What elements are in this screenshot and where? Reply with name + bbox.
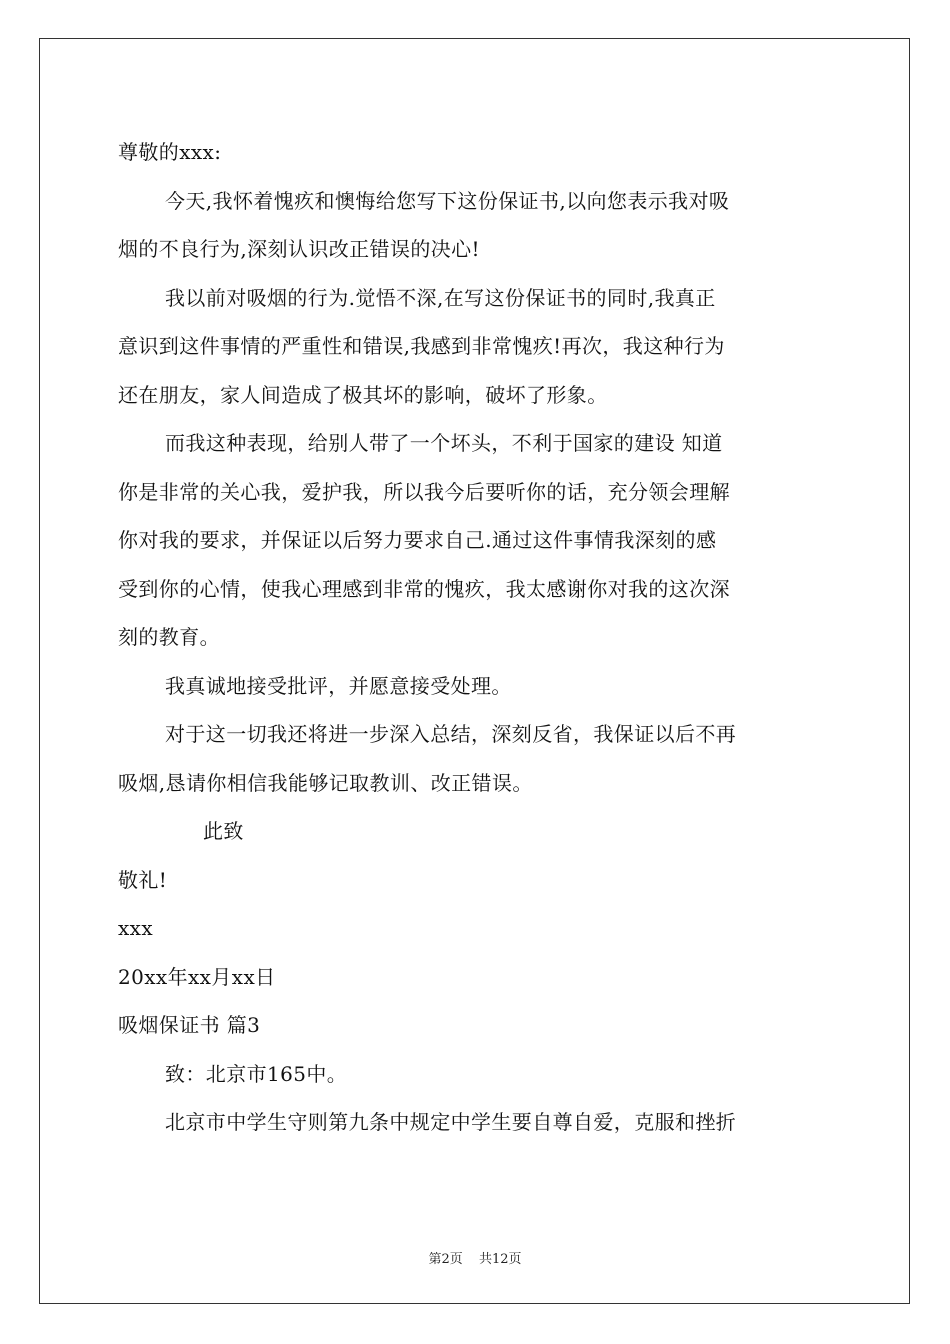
text-line: 意识到这件事情的严重性和错误,我感到非常愧疚!再次，我这种行为 [118,334,725,358]
text-line: 敬礼! [118,867,168,892]
text-line: 我真诚地接受批评，并愿意接受处理。 [165,673,512,698]
page-total: 共12页 [478,1252,522,1267]
text-line: 尊敬的xxx: [118,140,222,164]
text-line: 受到你的心情，使我心理感到非常的愧疚，我太感谢你对我的这次深 [118,576,730,601]
text-line: 对于这一切我还将进一步深入总结，深刻反省，我保证以后不再 [165,722,737,746]
text-line: 我以前对吸烟的行为.觉悟不深,在写这份保证书的同时,我真正 [165,285,716,310]
text-line: 你对我的要求，并保证以后努力要求自己.通过这件事情我深刻的感 [118,528,717,552]
text-line: 你是非常的关心我，爱护我，所以我今后要听你的话，充分领会理解 [118,479,730,504]
text-line: 致：北京市165中。 [165,1061,348,1086]
text-line: 今天,我怀着愧疚和懊悔给您写下这份保证书,以向您表示我对吸 [165,188,730,213]
text-line: xxx [118,916,154,940]
page-footer [0,1248,950,1267]
text-line: 北京市中学生守则第九条中规定中学生要自尊自爱，克服和挫折 [165,1110,737,1134]
text-line: 20xx年xx月xx日 [118,964,276,989]
text-line: 此致 [203,819,244,843]
text-line: 刻的教育。 [118,625,220,649]
page-number: 第2页 [428,1252,463,1267]
text-line: 烟的不良行为,深刻认识改正错误的决心! [118,237,480,261]
text-line: 吸烟,恳请你相信我能够记取教训、改正错误。 [118,770,533,795]
text-line: 吸烟保证书 篇3 [118,1013,261,1037]
text-line: 还在朋友，家人间造成了极其坏的影响，破坏了形象。 [118,382,608,407]
document-body [118,128,838,1147]
text-line: 而我这种表现，给别人带了一个坏头，不利于国家的建设 知道 [165,431,723,455]
